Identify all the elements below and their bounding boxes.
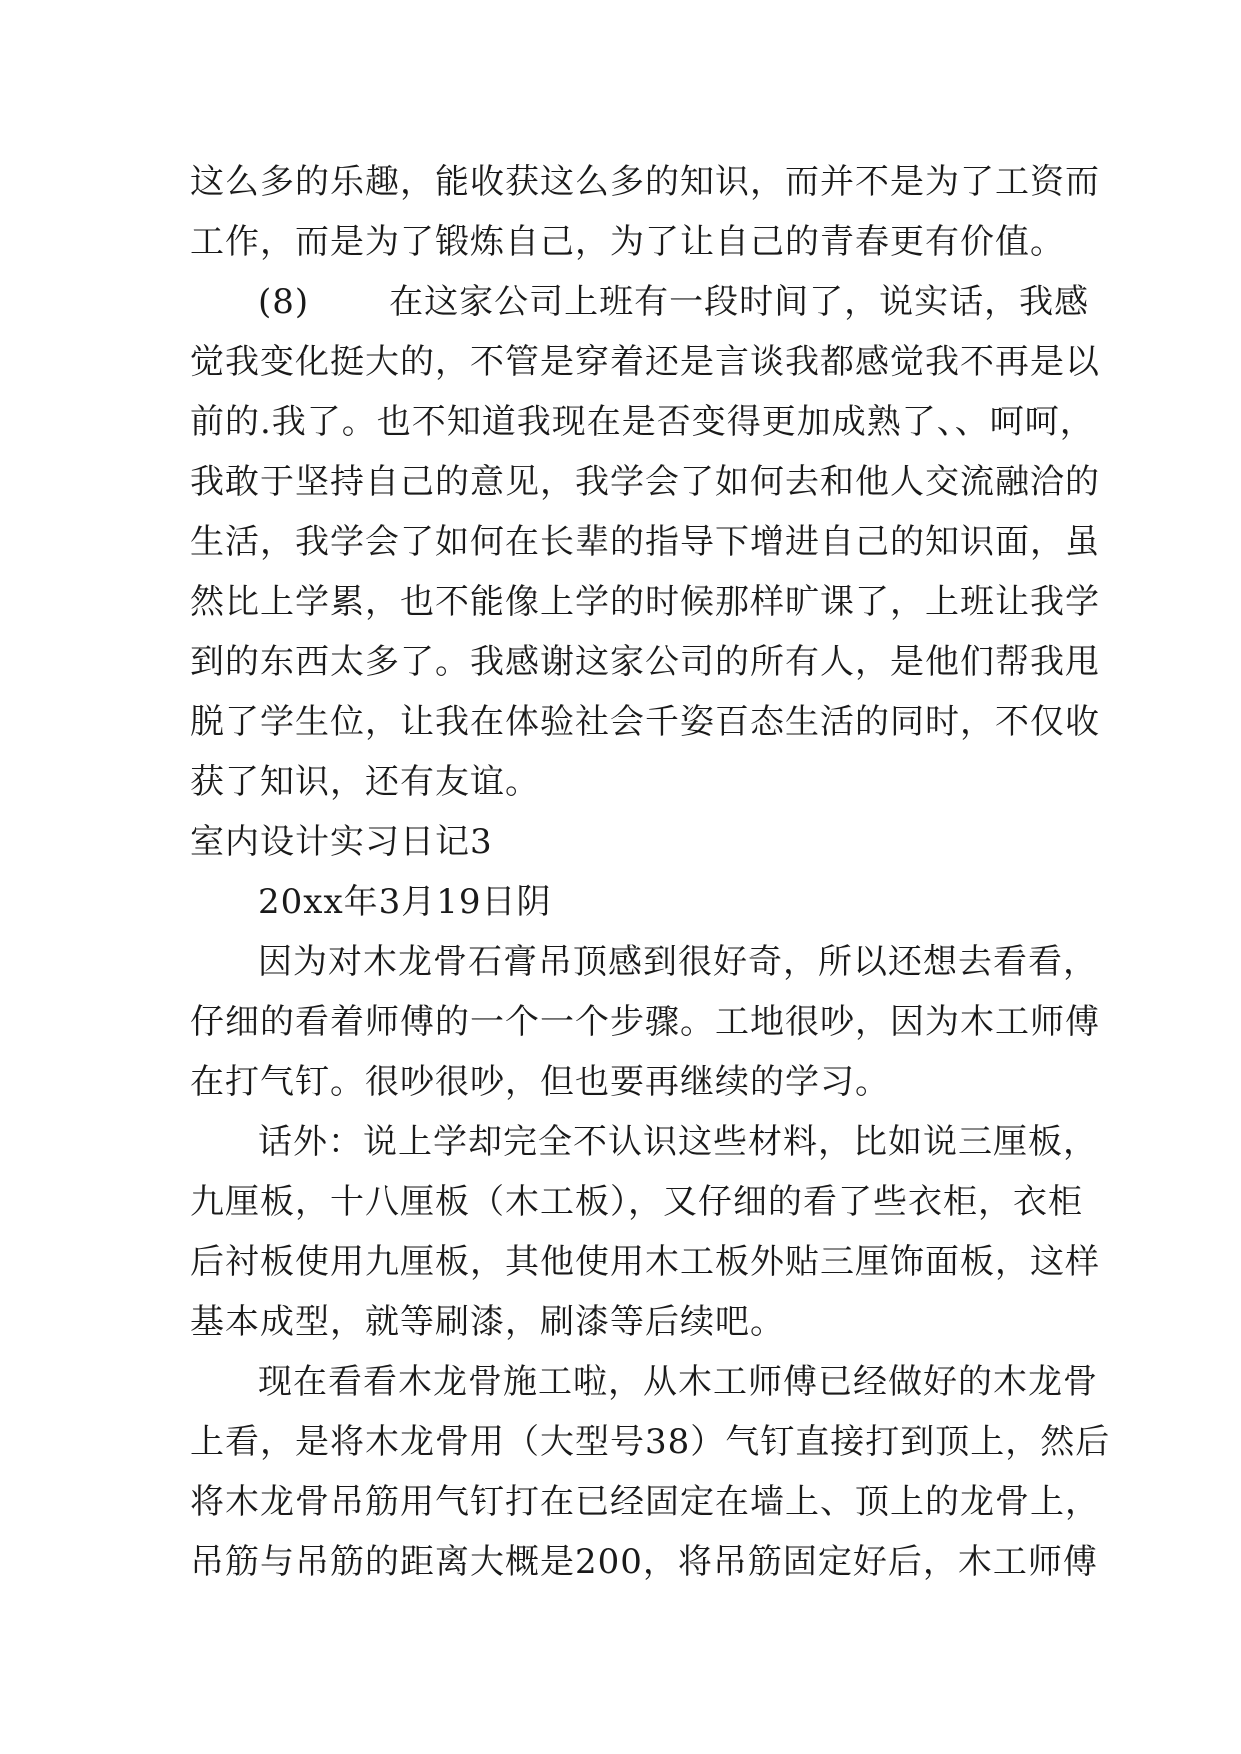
- paragraph-line: 生活，我学会了如何在长辈的指导下增进自己的知识面，虽: [190, 522, 1100, 562]
- paragraph-line: 工作，而是为了锻炼自己，为了让自己的青春更有价值。: [190, 222, 1065, 262]
- paragraph-line: 这么多的乐趣，能收获这么多的知识，而并不是为了工资而: [190, 162, 1100, 202]
- section-heading: 室内设计实习日记3: [190, 822, 493, 862]
- paragraph-line: 后衬板使用九厘板，其他使用木工板外贴三厘饰面板，这样: [190, 1242, 1100, 1282]
- diary-date: 20xx年3月19日阴: [258, 882, 552, 922]
- paragraph-line: 我敢于坚持自己的意见，我学会了如何去和他人交流融洽的: [190, 462, 1100, 502]
- paragraph-line: 到的东西太多了。我感谢这家公司的所有人，是他们帮我甩: [190, 642, 1100, 682]
- paragraph-line: 基本成型，就等刷漆，刷漆等后续吧。: [190, 1302, 785, 1342]
- paragraph-line: 获了知识，还有友谊。: [190, 762, 540, 802]
- paragraph-line: 九厘板，十八厘板（木工板），又仔细的看了些衣柜，衣柜: [190, 1182, 1083, 1222]
- paragraph-line: 将木龙骨吊筋用气钉打在已经固定在墙上、顶上的龙骨上，: [190, 1482, 1100, 1522]
- paragraph-line-text: 在这家公司上班有一段时间了，说实话，我感: [389, 282, 1090, 322]
- paragraph-line: 因为对木龙骨石膏吊顶感到很好奇，所以还想去看看，: [258, 942, 1098, 982]
- numbered-paragraph-first-line: [258, 272, 1090, 332]
- paragraph-line: 脱了学生位，让我在体验社会千姿百态生活的同时，不仅收: [190, 702, 1100, 742]
- paragraph-line: 在打气钉。很吵很吵，但也要再继续的学习。: [190, 1062, 890, 1102]
- paragraph-line: 话外：说上学却完全不认识这些材料，比如说三厘板，: [258, 1122, 1098, 1162]
- paragraph-line: 前的.我了。也不知道我现在是否变得更加成熟了、、呵呵，: [190, 402, 1095, 442]
- paragraph-line: 吊筋与吊筋的距离大概是200，将吊筋固定好后，木工师傅: [190, 1542, 1098, 1582]
- paragraph-line: 然比上学累，也不能像上学的时候那样旷课了，上班让我学: [190, 582, 1100, 622]
- paragraph-line: 上看，是将木龙骨用（大型号38）气钉直接打到顶上，然后: [190, 1422, 1111, 1462]
- item-number: (8): [258, 282, 310, 322]
- paragraph-line: 仔细的看着师傅的一个一个步骤。工地很吵，因为木工师傅: [190, 1002, 1100, 1042]
- paragraph-line: 现在看看木龙骨施工啦，从木工师傅已经做好的木龙骨: [258, 1362, 1098, 1402]
- paragraph-line: 觉我变化挺大的，不管是穿着还是言谈我都感觉我不再是以: [190, 342, 1100, 382]
